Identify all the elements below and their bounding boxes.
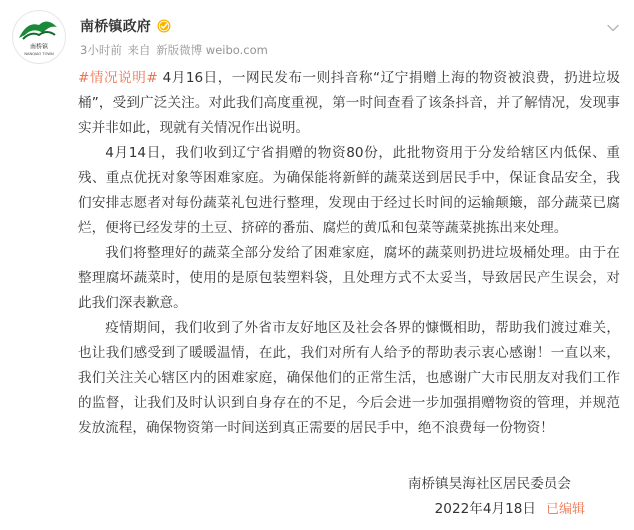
source-prefix: 来自 — [127, 43, 151, 57]
post-body — [78, 66, 620, 441]
post-source[interactable]: 新版微博 weibo.com — [156, 43, 268, 57]
post-header — [12, 10, 622, 60]
post-paragraph-3: 我们将整理好的蔬菜全部分发给了困难家庭，腐坏的蔬菜则扔进垃圾桶处理。由于在整理腐坏蔬菜时，使用的是原包装塑料袋，且处理方式不太妥当，导致居民产生误会，对此我们深表歉意。 — [78, 245, 620, 311]
post-signature: 南桥镇昊海社区居民委员会 — [407, 476, 571, 492]
chevron-down-icon[interactable] — [606, 20, 620, 39]
post-paragraph-2: 4月14日，我们收到辽宁省捐赠的物资80份，此批物资用于分发给辖区内低保、重残、重点优抚对象等困难家庭。为确保能将新鲜的蔬菜送到居民手中，保证食品安全，我们安排志愿者对每份蔬菜礼包进行整理，发现由于经过长时间的运输颠簸，部分蔬菜已腐烂，便将已经发芽的土豆、挤碎的番茄、腐烂的黄瓜和包菜等蔬菜挑拣出来处理。 — [78, 145, 620, 236]
avatar[interactable] — [12, 10, 66, 64]
verified-badge-icon — [157, 19, 171, 33]
paragraph-1-text: 4月16日，一网民发布一则抖音称“辽宁捐赠上海的物资被浪费，扔进垃圾桶”，受到广泛关注。对此我们高度重视，第一时间查看了该条抖音，并了解情况，发现事实并非如此，现就有关情况作出说明。 — [78, 70, 620, 136]
avatar-logo-subtext: NANQIAO TOWN — [24, 52, 54, 56]
post-date: 2022年4月18日 — [434, 501, 536, 517]
account-name-row — [80, 16, 171, 36]
edited-label[interactable]: 已编辑 — [545, 502, 585, 517]
post-date-row — [435, 497, 585, 517]
avatar-logo-text: 南桥镇 — [29, 43, 49, 51]
topic-link[interactable]: #情况说明# — [78, 70, 158, 86]
post-meta — [80, 42, 270, 58]
post-paragraph-4: 疫情期间，我们收到了外省市友好地区及社会各界的慷慨相助，帮助我们渡过难关，也让我们感受到了暖暖温情，在此，我们对所有人给予的帮助表示衷心感谢！一直以来，我们关注关心辖区内的困难家庭，确保他们的正常生活，也感谢广大市民朋友对我们工作的监督，让我们及时认识到自身存在的不足，今后会进一步加强捐赠物资的管理，并规范发放流程，确保物资第一时间送到真正需要的居民手中，绝不浪费每一份物资！ — [78, 320, 620, 436]
post-time[interactable]: 3小时前 — [80, 43, 122, 57]
post-paragraph-1 — [78, 66, 620, 141]
account-name[interactable]: 南桥镇政府 — [80, 19, 151, 35]
